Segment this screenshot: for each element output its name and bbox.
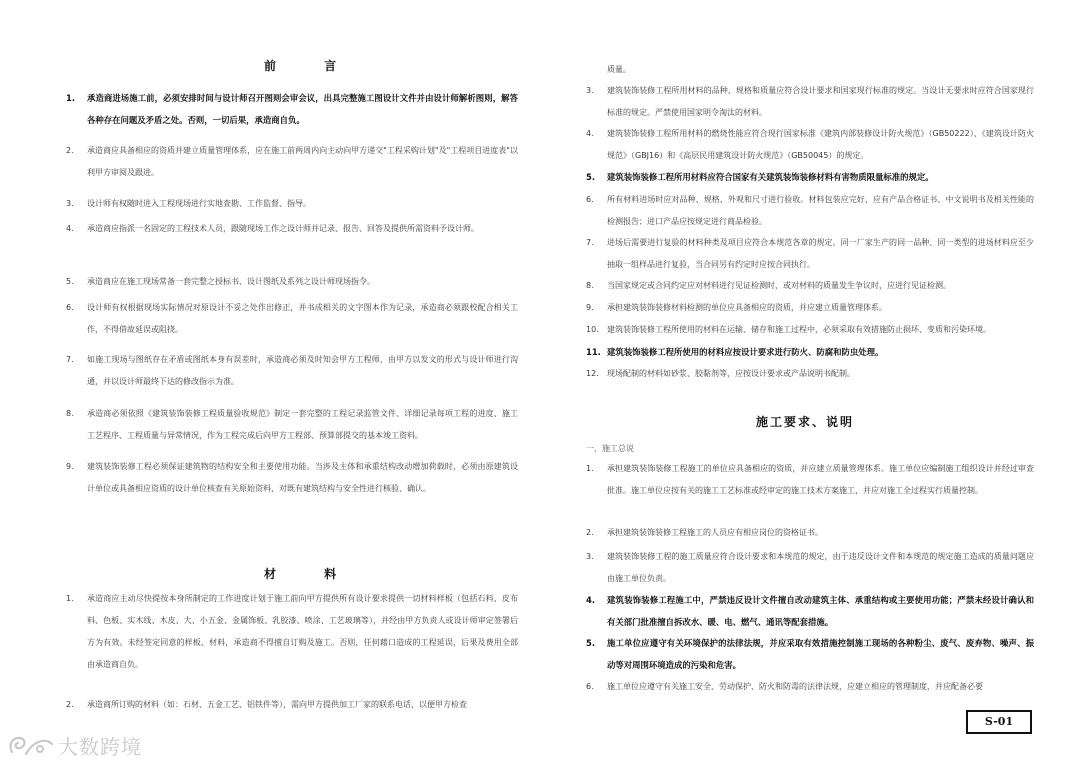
preface-item-3: 3. 设计师有权随时进入工程现场进行实地查勘、工作监督、指导。	[66, 199, 311, 208]
materials-item-10: 10. 建筑装饰装修工程所使用的材料在运输、储存和施工过程中，必须采取有效措施防止损坏、变质和污染环境。	[586, 325, 991, 334]
watermark	[6, 730, 142, 760]
materials-item-11: 11. 建筑装饰装修工程所使用的材料应按设计要求进行防火、防腐和防虫处理。	[586, 347, 884, 357]
preface-item-6: 6. 设计师有权根据现场实际情况对原设计不妥之处作出修正，并书成相关的文字图本作为记录，承造商必须跟校配合相关工作，不得借故延误或阻挠。	[66, 303, 518, 334]
construction-item-3: 3. 建筑装饰装修工程的施工质量应符合设计要求和本规范的规定，由于违反设计文件和本规范的规定施工造成的质量问题应由施工单位负责。	[586, 552, 1034, 583]
construction-subheading: 一、施工总说	[586, 444, 634, 453]
materials-title: 材 料	[264, 567, 359, 581]
materials-item-7: 7. 进场后需要进行复验的材料种类及项目应符合本规范各章的规定。同一厂家生产的同一品种、同一类型的进场材料应至少抽取一组样品进行复验，当合同另有约定时应按合同执行。	[586, 238, 1034, 269]
materials-item-1: 1. 承造商应主动尽快提按本身所制定的工作进度计划于施工前向甲方提供所有设计要求提供一切材料样板（包括石料、皮布料、色板、实木线、木皮、大、小五金、金属饰板、乳胶漆、喷涂、工艺玻璃等），并经由甲方负责人或设计师审定签署后方为有效。未经签定同意的样板、材料，承造商不得擅自订购及施工。否则，任何藉口造成的工程延误，后果及费用全部由承造商自负。	[66, 594, 518, 669]
materials-item-5: 5. 建筑装饰装修工程所用材料应符合国家有关建筑装饰装修材料有害物质限量标准的规定。	[586, 172, 934, 182]
preface-item-4: 4. 承造商应指派一名固定的工程技术人员，跟随现场工作之设计师并记录、报告、回答及提供所需资料予设计师。	[66, 224, 479, 233]
watermark-text: 大数跨境	[58, 734, 142, 759]
materials-item-9: 9. 承担建筑装饰装修材料检测的单位应具备相应的资质，并应建立质量管理体系。	[586, 303, 887, 312]
construction-item-5: 5. 施工单位应遵守有关环境保护的法律法规，并应采取有效措施控制施工现场的各种粉尘、废气、废弃物、噪声、振动等对周围环境造成的污染和危害。	[586, 638, 1034, 670]
preface-item-9: 9. 建筑装饰装修工程必须保证建筑物的结构安全和主要使用功能。当涉及主体和承重结构改动增加荷载时，必须由原建筑设计单位或具备相应资质的设计单位核查有关原始资料，对既有建筑结构与安全性进行核验、确认。	[66, 462, 518, 493]
preface-item-7: 7. 如施工现场与图纸存在矛盾或图纸本身有误差时，承造商必须及时知会甲方工程师，由甲方以发文的形式与设计师进行沟通，并以设计师最终下达的修改指示为准。	[66, 355, 518, 386]
materials-item-3: 3. 建筑装饰装修工程所用材料的品种、规格和质量应符合设计要求和国家现行标准的规定。当设计无要求时应符合国家现行标准的规定。严禁使用国家明令淘汰的材料。	[586, 86, 1034, 117]
construction-item-2: 2. 承担建筑装饰装修工程施工的人员应有相应岗位的资格证书。	[586, 528, 823, 537]
preface-item-8: 8. 承造商必须依照《建筑装饰装修工程质量验收规范》制定一套完整的工程记录监管文件、详细记录每项工程的进度、施工工艺程序、工程质量与异常情况，作为工程完成后向甲方工程部、预算部提交的基本竣工资料。	[66, 409, 518, 440]
preface-title: 前 言	[264, 59, 359, 73]
preface-item-5: 5. 承造商应在施工现场常备一套完整之授标书、设计图纸及系列之设计师现场指令。	[66, 277, 375, 286]
construction-item-1: 1. 承担建筑装饰装修工程施工的单位应具备相应的资质，并应建立质量管理体系。施工单位应编制施工组织设计并经过审查批准。施工单位应按有关的施工工艺标准或经审定的施工技术方案施工，并应对施工全过程实行质量控制。	[586, 464, 1034, 495]
construction-item-4: 4. 建筑装饰装修工程施工中，严禁违反设计文件擅自改动建筑主体、承重结构或主要使用功能；严禁未经设计确认和有关部门批准擅自拆改水、暖、电、燃气、通讯等配套措施。	[586, 595, 1034, 627]
construction-title: 施工要求、说明	[756, 415, 855, 429]
preface-item-1: 1. 承造商进场施工前，必须安排时间与设计师召开图则会审会议，出具完整施工图设计文件并由设计师解析图则，解答各种存在问题及矛盾之处。否则，一切后果，承造商自负。	[66, 93, 518, 125]
materials-item-6: 6. 所有材料进场时应对品种、规格、外观和尺寸进行验收。材料包装应完好，应有产品合格证书、中文说明书及相关性能的检测报告；进口产品应按规定进行商品检验。	[586, 195, 1034, 226]
materials-item-4: 4. 建筑装饰装修工程所用材料的燃烧性能应符合现行国家标准《建筑内部装修设计防火规范》（GB50222）、《建筑设计防火规范》（GBJ16）和《高层民用建筑设计防火规范》（GB50045）的规定。	[586, 129, 1034, 160]
materials-item-2: 2. 承造商所订购的材料（如：石材、五金工艺、铝铁件等），需向甲方提供加工厂家的联系电话，以便甲方检查	[66, 700, 467, 709]
preface-item-2: 2. 承造商应具备相应的资质并建立质量管理体系，应在施工前两周内向主动向甲方递交"工程采购计划"及"工程项目进度表"以利甲方审阅及跟进。	[66, 146, 518, 177]
construction-item-6: 6. 施工单位应遵守有关施工安全、劳动保护、防火和防毒的法律法规，应建立相应的管理制度，并应配备必要	[586, 682, 983, 691]
materials-item-8: 8. 当国家规定或合同约定应对材料进行见证检测时，或对材料的质量发生争议时，应进行见证检测。	[586, 281, 951, 290]
logo-icon	[6, 732, 56, 758]
materials-item-12: 12. 现场配制的材料如砂浆、胶黏剂等，应按设计要求或产品说明书配制。	[586, 369, 855, 378]
materials-continuation: 质量。	[607, 65, 631, 74]
drawing-code-box: S-01	[966, 710, 1032, 734]
